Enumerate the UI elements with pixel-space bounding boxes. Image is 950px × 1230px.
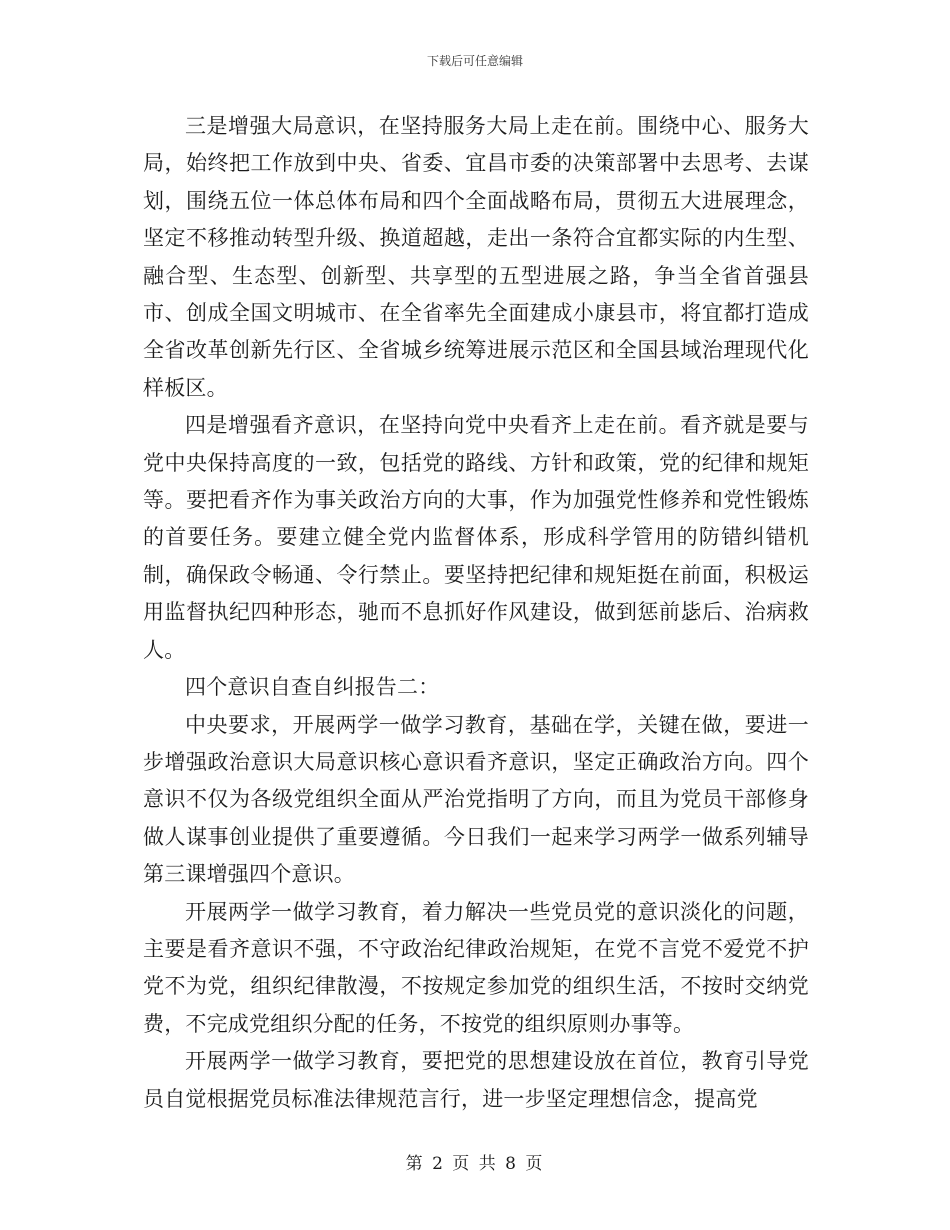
paragraph-ideological-building: 开展两学一做学习教育，要把党的思想建设放在首位，教育引导党员自觉根据党员标准法律规范言行，进一步坚定理想信念，提高党	[143, 1049, 809, 1111]
page-number: 第 2 页 共 8 页	[405, 1154, 545, 1174]
paragraph-overall-awareness: 三是增强大局意识，在坚持服务大局上走在前。围绕中心、服务大局，始终把工作放到中央、省委、宜昌市委的决策部署中去思考、去谋划，围绕五位一体总体布局和四个全面战略布局，贯彻五大进展理念，坚定不移推动转型升级、换道超越，走出一条符合宜都实际的内生型、融合型、生态型、创新型、共享型的五型进展之路，争当全省首强县市、创成全国文明城市、在全省率先全面建成小康县市，将宜都打造成全省改革创新先行区、全省城乡统筹进展示范区和全国县域治理现代化样板区。	[143, 114, 809, 400]
page-header-note: 下载后可任意编辑	[426, 54, 523, 68]
document-body	[143, 108, 809, 1118]
paragraph-central-requirement: 中央要求，开展两学一做学习教育，基础在学，关键在做，要进一步增强政治意识大局意识核心意识看齐意识，坚定正确政治方向。四个意识不仅为各级党组织全面从严治党指明了方向，而且为党员干部修身做人谋事创业提供了重要遵循。今日我们一起来学习两学一做系列辅导第三课增强四个意识。	[143, 712, 809, 887]
paragraph-alignment-awareness: 四是增强看齐意识，在坚持向党中央看齐上走在前。看齐就是要与党中央保持高度的一致，包括党的路线、方针和政策，党的纪律和规矩等。要把看齐作为事关政治方向的大事，作为加强党性修养和党性锻炼的首要任务。要建立健全党内监督体系，形成科学管用的防错纠错机制，确保政令畅通、令行禁止。要坚持把纪律和规矩挺在前面，积极运用监督执纪四种形态，驰而不息抓好作风建设，做到惩前毖后、治病救人。	[143, 413, 809, 662]
section-heading-report-two: 四个意识自查自纠报告二：	[185, 675, 440, 700]
paragraph-problems: 开展两学一做学习教育，着力解决一些党员党的意识淡化的问题，主要是看齐意识不强，不守政治纪律政治规矩，在党不言党不爱党不护党不为党，组织纪律散漫，不按规定参加党的组织生活，不按时交纳党费，不完成党组织分配的任务，不按党的组织原则办事等。	[143, 899, 809, 1036]
